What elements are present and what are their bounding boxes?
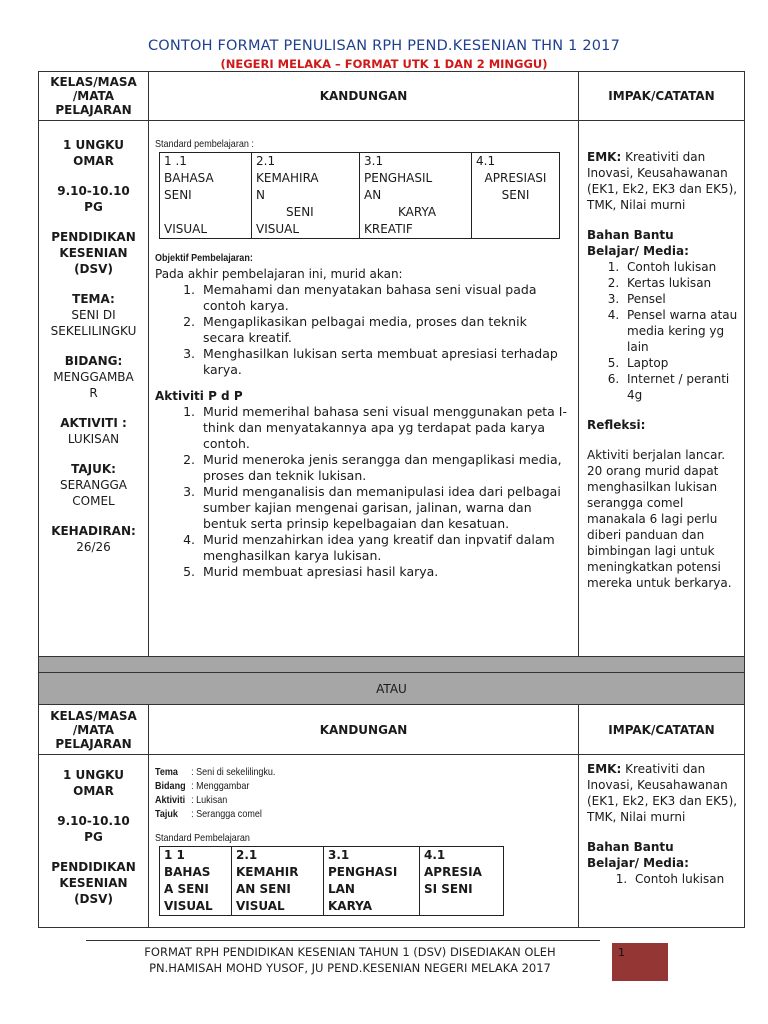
list-item: 5. Laptop (623, 355, 738, 371)
standard-cell: 1 1 BAHAS A SENI VISUAL (160, 847, 232, 916)
kandungan-cell (149, 121, 579, 657)
atau-band: ATAU (39, 673, 745, 705)
objektif-list (199, 282, 572, 378)
refleksi-label: Refleksi: (587, 418, 646, 432)
objektif-intro: Pada akhir pembelajaran ini, murid akan: (155, 267, 403, 281)
document-subtitle: (NEGERI MELAKA – FORMAT UTK 1 DAN 2 MINGGU) (220, 57, 548, 71)
standard-label: Standard Pembelajaran (155, 832, 250, 844)
impak-cell: EMK: Kreativiti dan Inovasi, Keusahawanan (EK1, Ek2, EK3 dan EK5), TMK, Nilai murni Bahan Bantu Belajar/ Media: 1. Contoh lukisan 2. Kertas lukisan 3. Pensel 4. Pensel warna atau media kering yg lain 5. Laptop 6. Internet / peranti 4g Refleksi: Aktiviti berjalan lancar. 20 orang murid dapat menghasilkan lukisan serangga comel manakala 6 lagi perlu diberi panduan dan bimbingan lagi untuk meningkatkan potensi mereka untuk berkarya. (579, 121, 745, 657)
standard-table (159, 152, 560, 239)
refleksi-text: Aktiviti berjalan lancar. 20 orang murid dapat menghasilkan lukisan serangga comel manakala 6 lagi perlu diberi panduan dan bimbingan lagi untuk meningkatkan potensi mereka untuk berkarya. (587, 448, 732, 590)
list-item: 1. Contoh lukisan (631, 871, 738, 887)
standard-cell: 3.1 PENGHASIL AN KARYA KREATIF (360, 153, 472, 239)
class-info-cell: 1 UNGKU OMAR 9.10-10.10 PG PENDIDIKAN KESENIAN (DSV) (39, 755, 149, 928)
standard-cell: 2.1 KEMAHIR AN SENI VISUAL (232, 847, 324, 916)
objektif-label: Objektif Pembelajaran: (155, 252, 253, 264)
standard-label: Standard pembelajaran : (155, 138, 254, 150)
list-item: 2. Kertas lukisan (623, 275, 738, 291)
list-item: 3. Pensel (623, 291, 738, 307)
standard-table (159, 846, 504, 916)
list-item: 2. Mengaplikasikan pelbagai media, proses dan teknik secara kreatif. (199, 314, 572, 346)
standard-cell: 1 .1 BAHASA SENI VISUAL (160, 153, 252, 239)
standard-cell: 4.1 APRESIASI SENI (472, 153, 560, 239)
rph-table (38, 71, 745, 928)
meta-list: Tema : Seni di sekelilingku. Bidang : Menggambar Aktiviti : Lukisan Tajuk : Serangga comel (155, 766, 276, 820)
list-item: 1. Contoh lukisan (623, 259, 738, 275)
standard-cell: 3.1 PENGHASI LAN KARYA (324, 847, 420, 916)
header-kandungan: KANDUNGAN (149, 72, 579, 121)
divider-band (39, 657, 745, 673)
list-item: 1. Memahami dan menyatakan bahasa seni visual pada contoh karya. (199, 282, 572, 314)
standard-cell: 2.1 KEMAHIRA N SENI VISUAL (252, 153, 360, 239)
bahan-list (623, 259, 738, 403)
header-kandungan: KANDUNGAN (149, 705, 579, 755)
header-impak: IMPAK/CATATAN (579, 72, 745, 121)
header-kelas: KELAS/MASA /MATA PELAJARAN (39, 72, 149, 121)
list-item: 5. Murid membuat apresiasi hasil karya. (199, 564, 572, 580)
list-item: 4. Murid menzahirkan idea yang kreatif dan inpvatif dalam menghasilkan karya lukisan. (199, 532, 572, 564)
aktiviti-label: Aktiviti P d P (155, 389, 243, 403)
document-title: CONTOH FORMAT PENULISAN RPH PEND.KESENIAN THN 1 2017 (147, 38, 621, 54)
header-impak: IMPAK/CATATAN (579, 705, 745, 755)
bahan-list (631, 871, 738, 887)
standard-cell: 4.1 APRESIA SI SENI (420, 847, 504, 916)
list-item: 4. Pensel warna atau media kering yg lain (623, 307, 738, 355)
impak-cell: EMK: Kreativiti dan Inovasi, Keusahawanan (EK1, Ek2, EK3 dan EK5), TMK, Nilai murni Bahan Bantu Belajar/ Media: 1. Contoh lukisan (579, 755, 745, 928)
list-item: 3. Menghasilkan lukisan serta membuat apresiasi terhadap karya. (199, 346, 572, 378)
footer-rule (86, 940, 600, 941)
page-number-badge: 1 (612, 943, 668, 981)
list-item: 6. Internet / peranti 4g (623, 371, 738, 403)
list-item: 1. Murid memerihal bahasa seni visual menggunakan peta I-think dan menyatakannya apa yg terdapat pada karya contoh. (199, 404, 572, 452)
list-item: 3. Murid menganalisis dan memanipulasi idea dari pelbagai sumber kajian mengenai garisan, jalinan, warna dan bentuk serta prinsip kepelbagaian dan kesatuan. (199, 484, 572, 532)
kandungan-cell (149, 755, 579, 928)
list-item: 2. Murid meneroka jenis serangga dan mengaplikasi media, proses dan teknik lukisan. (199, 452, 572, 484)
header-kelas: KELAS/MASA /MATA PELAJARAN (39, 705, 149, 755)
aktiviti-list (199, 404, 572, 580)
class-info-cell: 1 UNGKU OMAR 9.10-10.10 PG PENDIDIKAN KESENIAN (DSV) TEMA: SENI DI SEKELILINGKU BIDANG: MENGGAMBA R AKTIVITI : LUKISAN TAJUK: SERANGGA COMEL KEHADIRAN: 26/26 (39, 121, 149, 657)
footer: FORMAT RPH PENDIDIKAN KESENIAN TAHUN 1 (DSV) DISEDIAKAN OLEH PN.HAMISAH MOHD YUSOF, JU PEND.KESENIAN NEGERI MELAKA 2017 (144, 945, 556, 975)
